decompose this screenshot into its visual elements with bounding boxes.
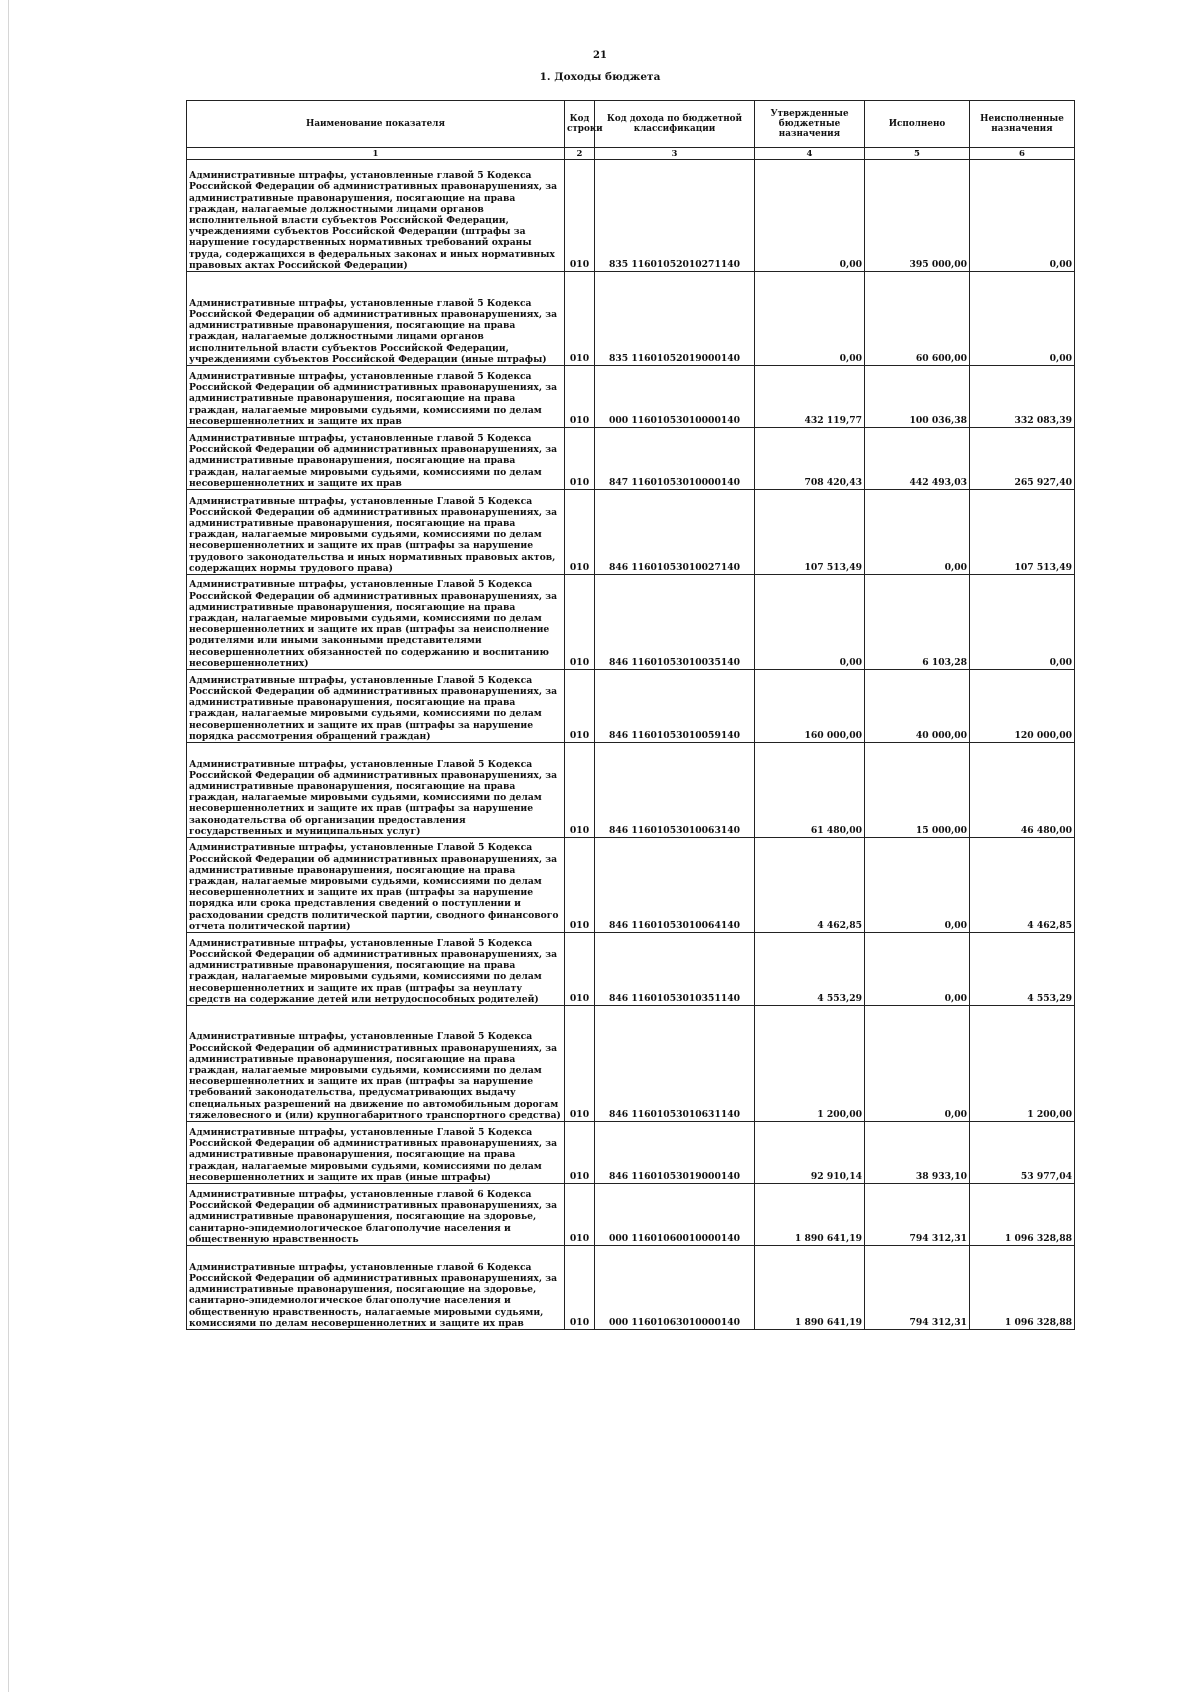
approved-amount-cell: 4 553,29 [755, 933, 865, 1006]
line-code-cell: 010 [565, 490, 595, 575]
indicator-name-cell: Административные штрафы, установленные Главой 5 Кодекса Российской Федерации об административных правонарушениях, за административные правонарушения, посягающие на права граждан, налагаемые мировыми судьями, комиссиями по делам несовершеннолетних и защите их прав (штрафы за нарушение трудового законодательства и иных нормативных правовых актов, содержащих нормы трудового права) [187, 490, 565, 575]
unexecuted-amount-cell: 0,00 [970, 272, 1075, 366]
executed-amount-cell: 6 103,28 [865, 575, 970, 670]
executed-amount-cell: 395 000,00 [865, 160, 970, 272]
unexecuted-amount-cell: 1 096 328,88 [970, 1184, 1075, 1246]
approved-amount-cell: 432 119,77 [755, 366, 865, 428]
approved-amount-cell: 61 480,00 [755, 743, 865, 838]
line-code-cell: 010 [565, 838, 595, 933]
header-unexecuted: Неисполненные назначения [970, 101, 1075, 148]
line-code-cell: 010 [565, 933, 595, 1006]
column-number: 5 [865, 148, 970, 160]
indicator-name-cell: Административные штрафы, установленные главой 5 Кодекса Российской Федерации об административных правонарушениях, за административные правонарушения, посягающие на права граждан, налагаемые должностными лицами органов исполнительной власти субъектов Российской Федерации, учреждениями субъектов Российской Федерации (иные штрафы) [187, 272, 565, 366]
line-code-cell: 010 [565, 1006, 595, 1122]
column-number: 2 [565, 148, 595, 160]
budget-code-cell: 846 11601053010035140 [595, 575, 755, 670]
page-number: 21 [593, 50, 607, 61]
indicator-name-cell: Административные штрафы, установленные главой 6 Кодекса Российской Федерации об административных правонарушениях, за административные правонарушения, посягающие на здоровье, санитарно-эпидемиологическое благополучие населения и общественную нравственность [187, 1184, 565, 1246]
executed-amount-cell: 38 933,10 [865, 1122, 970, 1184]
budget-code-cell: 000 11601053010000140 [595, 366, 755, 428]
line-code-cell: 010 [565, 272, 595, 366]
header-budget-code: Код дохода по бюджетной классификации [595, 101, 755, 148]
table-row [187, 366, 1075, 428]
table-row [187, 428, 1075, 490]
executed-amount-cell: 40 000,00 [865, 670, 970, 743]
approved-amount-cell: 0,00 [755, 575, 865, 670]
approved-amount-cell: 0,00 [755, 160, 865, 272]
table-row [187, 490, 1075, 575]
table-row [187, 1122, 1075, 1184]
approved-amount-cell: 4 462,85 [755, 838, 865, 933]
unexecuted-amount-cell: 4 553,29 [970, 933, 1075, 1006]
column-number: 1 [187, 148, 565, 160]
line-code-cell: 010 [565, 1246, 595, 1330]
budget-code-cell: 000 11601063010000140 [595, 1246, 755, 1330]
executed-amount-cell: 442 493,03 [865, 428, 970, 490]
table-row [187, 670, 1075, 743]
approved-amount-cell: 107 513,49 [755, 490, 865, 575]
executed-amount-cell: 0,00 [865, 933, 970, 1006]
header-indicator-name: Наименование показателя [187, 101, 565, 148]
budget-code-cell: 835 11601052010271140 [595, 160, 755, 272]
table-row [187, 575, 1075, 670]
budget-code-cell: 846 11601053019000140 [595, 1122, 755, 1184]
budget-code-cell: 846 11601053010059140 [595, 670, 755, 743]
executed-amount-cell: 0,00 [865, 838, 970, 933]
unexecuted-amount-cell: 4 462,85 [970, 838, 1075, 933]
budget-code-cell: 847 11601053010000140 [595, 428, 755, 490]
line-code-cell: 010 [565, 428, 595, 490]
approved-amount-cell: 1 890 641,19 [755, 1184, 865, 1246]
budget-code-cell: 846 11601053010063140 [595, 743, 755, 838]
unexecuted-amount-cell: 0,00 [970, 160, 1075, 272]
indicator-name-cell: Административные штрафы, установленные Главой 5 Кодекса Российской Федерации об административных правонарушениях, за административные правонарушения, посягающие на права граждан, налагаемые мировыми судьями, комиссиями по делам несовершеннолетних и защите их прав (штрафы за нарушение требований законодательства, предусматривающих выдачу специальных разрешений на движение по автомобильным дорогам тяжеловесного и (или) крупногабаритного транспортного средства) [187, 1006, 565, 1122]
budget-code-cell: 000 11601060010000140 [595, 1184, 755, 1246]
approved-amount-cell: 0,00 [755, 272, 865, 366]
executed-amount-cell: 794 312,31 [865, 1184, 970, 1246]
unexecuted-amount-cell: 265 927,40 [970, 428, 1075, 490]
executed-amount-cell: 0,00 [865, 490, 970, 575]
table-row [187, 1006, 1075, 1122]
table-row [187, 933, 1075, 1006]
budget-income-table [186, 100, 1075, 1330]
executed-amount-cell: 15 000,00 [865, 743, 970, 838]
indicator-name-cell: Административные штрафы, установленные главой 5 Кодекса Российской Федерации об административных правонарушениях, за административные правонарушения, посягающие на права граждан, налагаемые мировыми судьями, комиссиями по делам несовершеннолетних и защите их прав [187, 428, 565, 490]
executed-amount-cell: 794 312,31 [865, 1246, 970, 1330]
indicator-name-cell: Административные штрафы, установленные Главой 5 Кодекса Российской Федерации об административных правонарушениях, за административные правонарушения, посягающие на права граждан, налагаемые мировыми судьями, комиссиями по делам несовершеннолетних и защите их прав (иные штрафы) [187, 1122, 565, 1184]
approved-amount-cell: 92 910,14 [755, 1122, 865, 1184]
executed-amount-cell: 60 600,00 [865, 272, 970, 366]
scan-edge-line [8, 0, 9, 1692]
header-line-code: Код строки [565, 101, 595, 148]
executed-amount-cell: 100 036,38 [865, 366, 970, 428]
unexecuted-amount-cell: 1 200,00 [970, 1006, 1075, 1122]
header-approved: Утвержденные бюджетные назначения [755, 101, 865, 148]
line-code-cell: 010 [565, 575, 595, 670]
line-code-cell: 010 [565, 743, 595, 838]
section-title: 1. Доходы бюджета [539, 71, 661, 83]
table-row [187, 1246, 1075, 1330]
budget-code-cell: 846 11601053010027140 [595, 490, 755, 575]
line-code-cell: 010 [565, 366, 595, 428]
line-code-cell: 010 [565, 160, 595, 272]
unexecuted-amount-cell: 1 096 328,88 [970, 1246, 1075, 1330]
budget-code-cell: 846 11601053010351140 [595, 933, 755, 1006]
approved-amount-cell: 1 200,00 [755, 1006, 865, 1122]
approved-amount-cell: 160 000,00 [755, 670, 865, 743]
table-row [187, 272, 1075, 366]
approved-amount-cell: 708 420,43 [755, 428, 865, 490]
budget-code-cell: 835 11601052019000140 [595, 272, 755, 366]
column-number-row [187, 148, 1075, 160]
header-row [187, 101, 1075, 148]
unexecuted-amount-cell: 53 977,04 [970, 1122, 1075, 1184]
header-executed: Исполнено [865, 101, 970, 148]
column-number: 6 [970, 148, 1075, 160]
column-number: 4 [755, 148, 865, 160]
indicator-name-cell: Административные штрафы, установленные Главой 5 Кодекса Российской Федерации об административных правонарушениях, за административные правонарушения, посягающие на права граждан, налагаемые мировыми судьями, комиссиями по делам несовершеннолетних и защите их прав (штрафы за неуплату средств на содержание детей или нетрудоспособных родителей) [187, 933, 565, 1006]
line-code-cell: 010 [565, 1184, 595, 1246]
table-row [187, 743, 1075, 838]
indicator-name-cell: Административные штрафы, установленные Главой 5 Кодекса Российской Федерации об административных правонарушениях, за административные правонарушения, посягающие на права граждан, налагаемые мировыми судьями, комиссиями по делам несовершеннолетних и защите их прав (штрафы за нарушение порядка рассмотрения обращений граждан) [187, 670, 565, 743]
line-code-cell: 010 [565, 670, 595, 743]
approved-amount-cell: 1 890 641,19 [755, 1246, 865, 1330]
indicator-name-cell: Административные штрафы, установленные главой 5 Кодекса Российской Федерации об административных правонарушениях, за административные правонарушения, посягающие на права граждан, налагаемые мировыми судьями, комиссиями по делам несовершеннолетних и защите их прав [187, 366, 565, 428]
unexecuted-amount-cell: 46 480,00 [970, 743, 1075, 838]
unexecuted-amount-cell: 0,00 [970, 575, 1075, 670]
table-row [187, 1184, 1075, 1246]
table-body [187, 160, 1075, 1330]
unexecuted-amount-cell: 332 083,39 [970, 366, 1075, 428]
unexecuted-amount-cell: 120 000,00 [970, 670, 1075, 743]
budget-code-cell: 846 11601053010064140 [595, 838, 755, 933]
unexecuted-amount-cell: 107 513,49 [970, 490, 1075, 575]
indicator-name-cell: Административные штрафы, установленные Главой 5 Кодекса Российской Федерации об административных правонарушениях, за административные правонарушения, посягающие на права граждан, налагаемые мировыми судьями, комиссиями по делам несовершеннолетних и защите их прав (штрафы за нарушение порядка или срока представления сведений о поступлении и расходовании средств политической партии, сводного финансового отчета политической партии) [187, 838, 565, 933]
indicator-name-cell: Административные штрафы, установленные главой 6 Кодекса Российской Федерации об административных правонарушениях, за административные правонарушения, посягающие на здоровье, санитарно-эпидемиологическое благополучие населения и общественную нравственность, налагаемые мировыми судьями, комиссиями по делам несовершеннолетних и защите их прав [187, 1246, 565, 1330]
indicator-name-cell: Административные штрафы, установленные главой 5 Кодекса Российской Федерации об административных правонарушениях, за административные правонарушения, посягающие на права граждан, налагаемые должностными лицами органов исполнительной власти субъектов Российской Федерации, учреждениями субъектов Российской Федерации (штрафы за нарушение государственных нормативных требований охраны труда, содержащихся в федеральных законах и иных нормативных правовых актах Российской Федерации) [187, 160, 565, 272]
indicator-name-cell: Административные штрафы, установленные Главой 5 Кодекса Российской Федерации об административных правонарушениях, за административные правонарушения, посягающие на права граждан, налагаемые мировыми судьями, комиссиями по делам несовершеннолетних и защите их прав (штрафы за неисполнение родителями или иными законными представителями несовершеннолетних обязанностей по содержанию и воспитанию несовершеннолетних) [187, 575, 565, 670]
line-code-cell: 010 [565, 1122, 595, 1184]
table-row [187, 160, 1075, 272]
column-number: 3 [595, 148, 755, 160]
indicator-name-cell: Административные штрафы, установленные Главой 5 Кодекса Российской Федерации об административных правонарушениях, за административные правонарушения, посягающие на права граждан, налагаемые мировыми судьями, комиссиями по делам несовершеннолетних и защите их прав (штрафы за нарушение законодательства об организации предоставления государственных и муниципальных услуг) [187, 743, 565, 838]
budget-code-cell: 846 11601053010631140 [595, 1006, 755, 1122]
executed-amount-cell: 0,00 [865, 1006, 970, 1122]
table-row [187, 838, 1075, 933]
